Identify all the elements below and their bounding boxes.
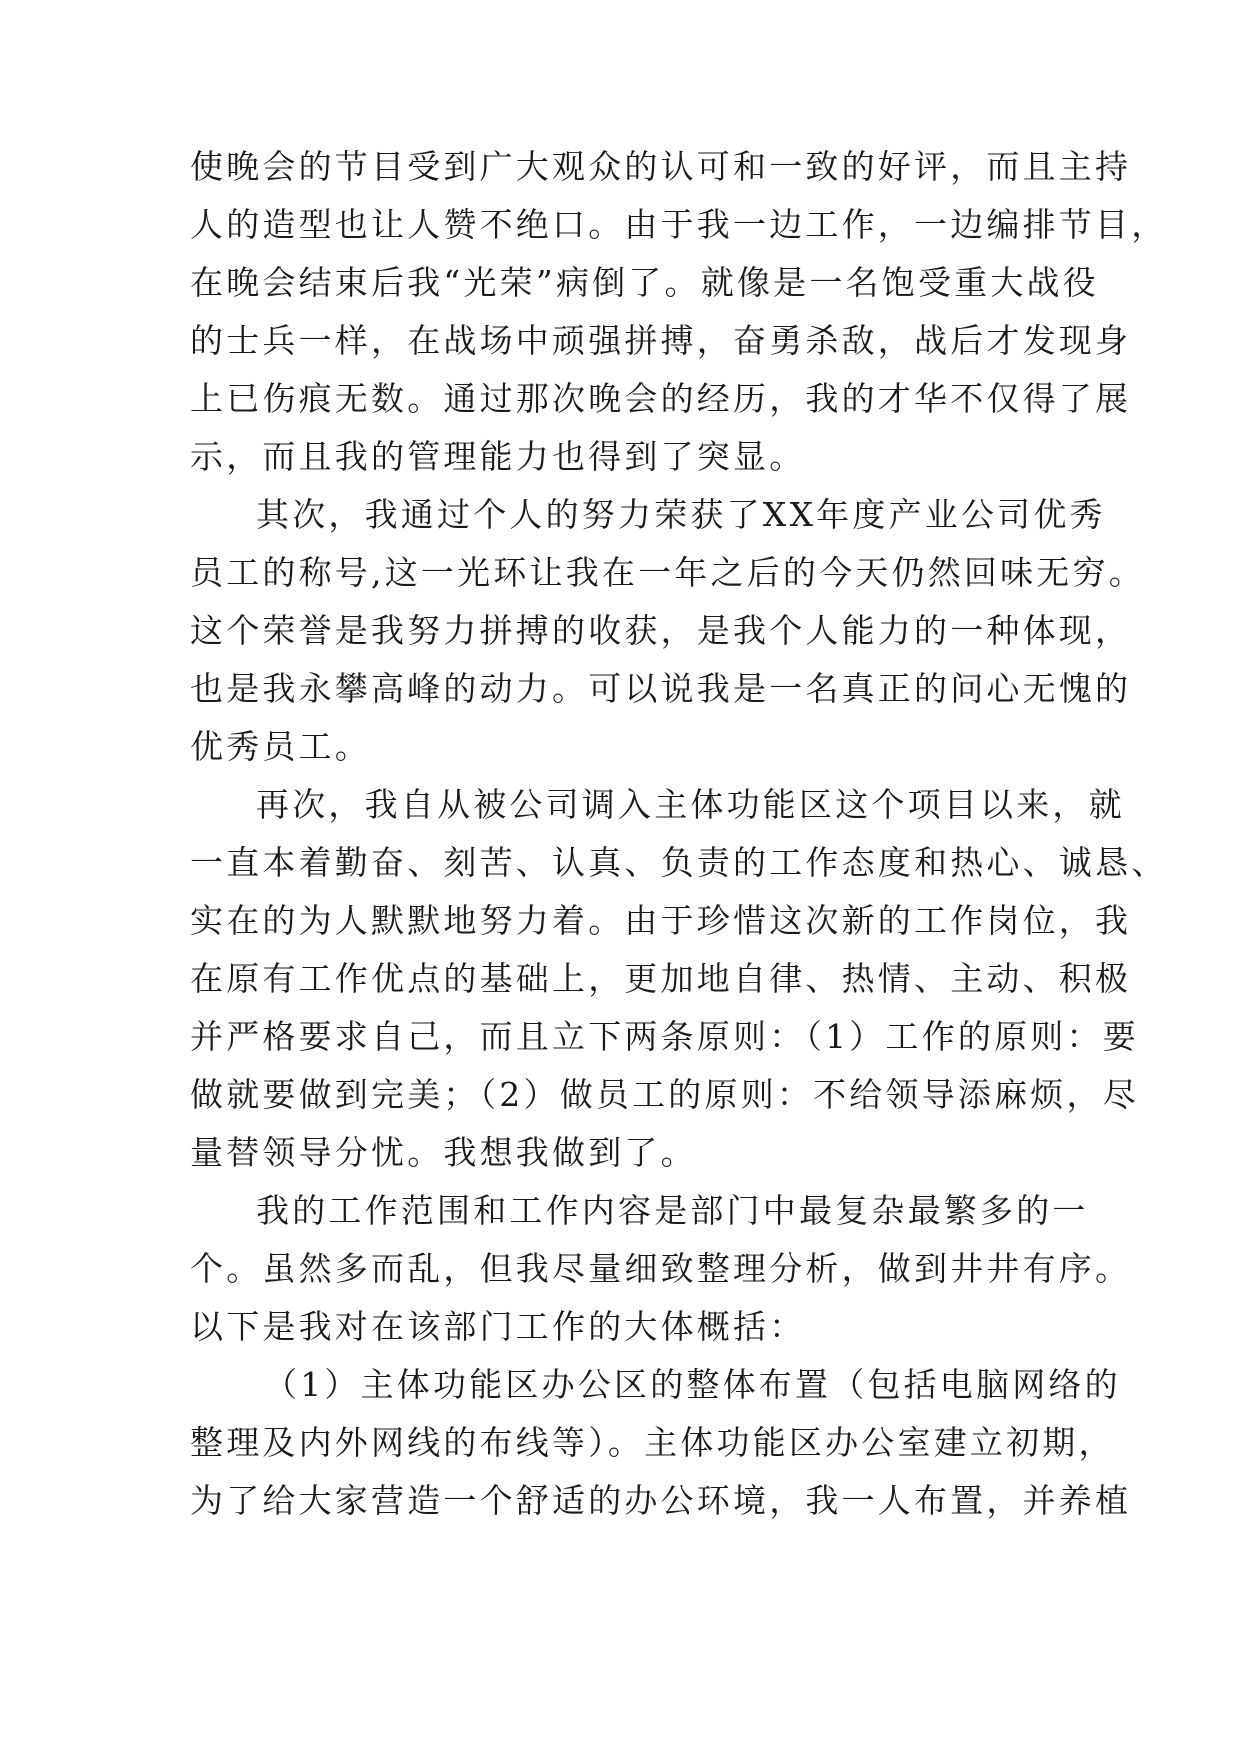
text-line: 整理及内外网线的布线等）。主体功能区办公室建立初期， bbox=[190, 1423, 1115, 1462]
document-body bbox=[190, 138, 1168, 1530]
text-line: 也是我永攀高峰的动力。可以说我是一名真正的问心无愧的 bbox=[190, 669, 1132, 708]
text-line: 使晚会的节目受到广大观众的认可和一致的好评，而且主持 bbox=[190, 147, 1132, 186]
text-line: 量替领导分忧。我想我做到了。 bbox=[190, 1133, 697, 1172]
paragraph-5 bbox=[190, 1356, 1132, 1530]
text-line: 人的造型也让人赞不绝口。由于我一边工作，一边编排节目， bbox=[190, 205, 1168, 244]
text-line: 个。虽然多而乱，但我尽量细致整理分析，做到井井有序。 bbox=[190, 1249, 1132, 1288]
paragraph-2 bbox=[190, 486, 1145, 776]
text-line: 做就要做到完美；（2）做员工的原则：不给领导添麻烦，尽 bbox=[190, 1075, 1139, 1114]
paragraph-4 bbox=[190, 1182, 1132, 1356]
text-line: 一直本着勤奋、刻苦、认真、负责的工作态度和热心、诚恳、 bbox=[190, 843, 1168, 882]
text-line: 在晚会结束后我“光荣”病倒了。就像是一名饱受重大战役 bbox=[190, 263, 1099, 302]
text-line: 其次，我通过个人的努力荣获了XX年度产业公司优秀 bbox=[256, 495, 1106, 534]
text-line: 我的工作范围和工作内容是部门中最复杂最繁多的一 bbox=[256, 1191, 1089, 1230]
text-line: 这个荣誉是我努力拼搏的收获，是我个人能力的一种体现， bbox=[190, 611, 1132, 650]
text-line: 优秀员工。 bbox=[190, 727, 371, 766]
text-line: 上已伤痕无数。通过那次晚会的经历，我的才华不仅得了展 bbox=[190, 379, 1132, 418]
paragraph-3 bbox=[190, 776, 1168, 1182]
text-line: 并严格要求自己，而且立下两条原则：（1）工作的原则：要 bbox=[190, 1017, 1139, 1056]
paragraph-1 bbox=[190, 138, 1168, 486]
text-line: 以下是我对在该部门工作的大体概括： bbox=[190, 1307, 806, 1346]
text-line: 的士兵一样，在战场中顽强拼搏，奋勇杀敌，战后才发现身 bbox=[190, 321, 1132, 360]
text-line: 在原有工作优点的基础上，更加地自律、热情、主动、积极 bbox=[190, 959, 1132, 998]
text-line: 示，而且我的管理能力也得到了突显。 bbox=[190, 437, 806, 476]
text-line: 为了给大家营造一个舒适的办公环境，我一人布置，并养植 bbox=[190, 1481, 1132, 1520]
text-line: 实在的为人默默地努力着。由于珍惜这次新的工作岗位，我 bbox=[190, 901, 1132, 940]
text-line: 员工的称号,这一光环让我在一年之后的今天仍然回味无穷。 bbox=[190, 553, 1145, 592]
text-line: （1）主体功能区办公区的整体布置（包括电脑网络的 bbox=[264, 1365, 1121, 1404]
text-line: 再次，我自从被公司调入主体功能区这个项目以来，就 bbox=[256, 785, 1125, 824]
